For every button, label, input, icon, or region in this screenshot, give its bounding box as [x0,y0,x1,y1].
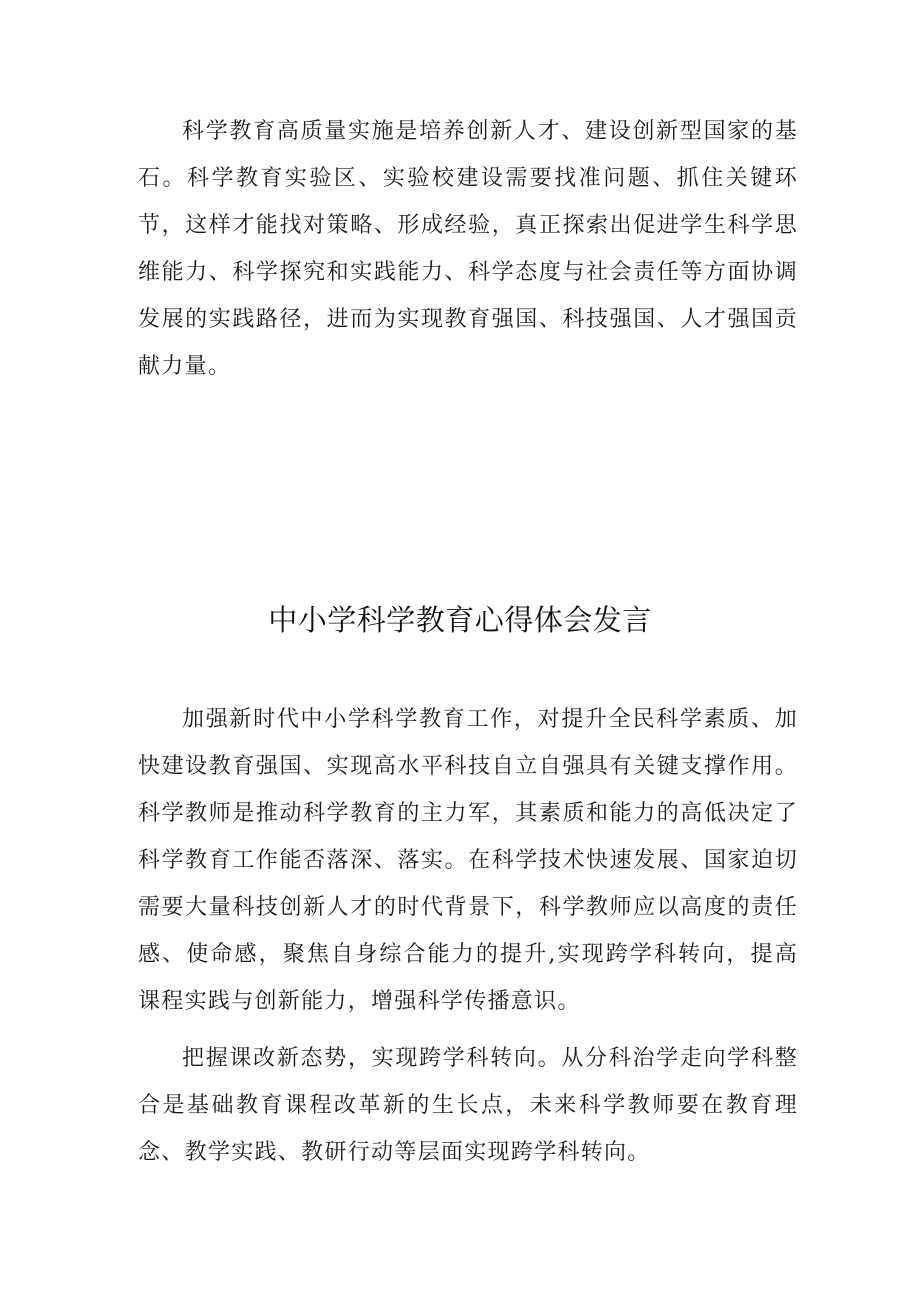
body-paragraph: 加强新时代中小学科学教育工作，对提升全民科学素质、加快建设教育强国、实现高水平科技自立自强具有关键支撑作用。科学教师是推动科学教育的主力军，其素质和能力的高低决定了科学教育工作能否落深、落实。在科学技术快速发展、国家迫切需要大量科技创新人才的时代背景下，科学教师应以高度的责任感、使命感，聚焦自身综合能力的提升,实现跨学科转向，提高课程实践与创新能力，增强科学传播意识。 [138,707,798,1014]
body-paragraph: 把握课改新态势，实现跨学科转向。从分科治学走向学科整合是基础教育课程改革新的生长点，未来科学教师要在教育理念、教学实践、教研行动等层面实现跨学科转向。 [138,1046,798,1165]
document-title: 中小学科学教育心得体会发言 [268,603,652,637]
body-paragraph: 科学教育高质量实施是培养创新人才、建设创新型国家的基石。科学教育实验区、实验校建设需要找准问题、抓住关键环节，这样才能找对策略、形成经验，真正探索出促进学生科学思维能力、科学探究和实践能力、科学态度与社会责任等方面协调发展的实践路径，进而为实现教育强国、科技强国、人才强国贡献力量。 [138,119,798,379]
